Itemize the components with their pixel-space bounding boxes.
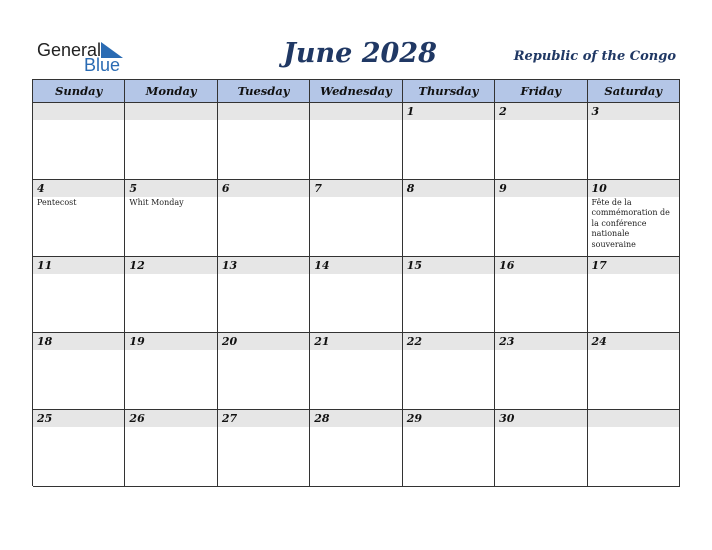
day-number: 17	[591, 258, 607, 272]
day-cell	[33, 333, 125, 410]
weekday-header: Saturday	[588, 80, 680, 103]
day-cell	[310, 103, 402, 180]
day-cell	[310, 180, 402, 257]
day-number: 13	[221, 258, 238, 272]
day-cell	[310, 333, 402, 410]
day-number-bar	[403, 103, 494, 120]
day-cell	[33, 410, 125, 487]
day-number: 12	[129, 258, 145, 272]
day-number: 11	[37, 258, 53, 272]
day-number: 27	[221, 412, 238, 426]
day-cell	[495, 333, 587, 410]
day-cell	[403, 333, 495, 410]
day-cell	[218, 410, 310, 487]
day-number-bar	[310, 103, 401, 120]
day-cell	[403, 180, 495, 257]
day-number: 25	[37, 412, 53, 426]
day-number: 15	[406, 258, 422, 272]
day-number: 10	[591, 181, 607, 195]
day-cell	[403, 103, 495, 180]
day-number-bar	[33, 103, 124, 120]
day-cell	[125, 410, 217, 487]
generalblue-logo	[37, 40, 127, 74]
logo-general-text: General	[37, 40, 102, 60]
day-number: 14	[314, 258, 330, 272]
logo-blue-text: Blue	[84, 55, 121, 75]
day-cell	[403, 257, 495, 334]
holiday-label: Fête de la commémoration de la conférence nationale souveraine	[591, 197, 670, 249]
day-number: 22	[406, 335, 422, 349]
day-number-bar	[218, 180, 309, 197]
day-cell	[33, 257, 125, 334]
day-cell	[125, 257, 217, 334]
calendar-title: June 2028	[283, 38, 437, 69]
day-number-bar	[310, 180, 401, 197]
week-row	[33, 257, 680, 334]
day-number: 8	[406, 181, 415, 195]
day-cell	[33, 103, 125, 180]
day-cell	[218, 180, 310, 257]
weekday-header: Wednesday	[310, 80, 402, 103]
day-number: 6	[221, 181, 230, 195]
day-cell	[125, 333, 217, 410]
day-cell	[495, 410, 587, 487]
day-cell	[125, 103, 217, 180]
day-number: 3	[591, 105, 600, 118]
day-number: 18	[37, 335, 53, 349]
day-cell	[218, 103, 310, 180]
week-row	[33, 180, 680, 257]
week-row	[33, 410, 680, 487]
holiday-label: Whit Monday	[129, 197, 184, 207]
day-number: 24	[591, 335, 607, 349]
weekday-header: Monday	[125, 80, 217, 103]
day-number: 5	[129, 181, 138, 195]
calendar-weeks	[33, 103, 680, 487]
day-number: 1	[406, 105, 415, 118]
week-row	[33, 333, 680, 410]
day-number: 7	[314, 181, 322, 195]
day-cell	[588, 180, 680, 257]
day-cell	[33, 180, 125, 257]
day-number-bar	[588, 103, 679, 120]
day-cell	[495, 103, 587, 180]
day-cell	[218, 257, 310, 334]
week-row	[33, 103, 680, 180]
day-number: 9	[499, 181, 507, 195]
day-cell	[588, 333, 680, 410]
day-cell	[310, 410, 402, 487]
day-number: 28	[314, 412, 330, 426]
day-number: 4	[37, 181, 45, 195]
day-cell	[403, 410, 495, 487]
day-number: 21	[314, 335, 330, 349]
holiday-label: Pentecost	[37, 197, 77, 207]
calendar-grid	[32, 79, 680, 486]
day-number: 30	[499, 412, 515, 426]
day-number-bar	[495, 103, 586, 120]
day-cell	[588, 410, 680, 487]
day-number: 29	[406, 412, 422, 426]
weekday-header: Sunday	[33, 80, 125, 103]
day-cell	[125, 180, 217, 257]
day-number-bar	[495, 180, 586, 197]
day-number: 23	[499, 335, 515, 349]
day-cell	[310, 257, 402, 334]
day-cell	[218, 333, 310, 410]
day-cell	[495, 180, 587, 257]
day-cell	[588, 257, 680, 334]
day-number-bar	[125, 180, 216, 197]
day-number-bar	[588, 410, 679, 427]
country-name: Republic of the Congo	[513, 49, 676, 64]
day-number: 16	[499, 258, 515, 272]
day-cell	[495, 257, 587, 334]
day-number-bar	[403, 180, 494, 197]
day-number-bar	[33, 180, 124, 197]
day-number: 26	[129, 412, 145, 426]
weekday-header-row	[33, 80, 680, 103]
weekday-header: Tuesday	[218, 80, 310, 103]
day-number: 19	[129, 335, 145, 349]
day-number: 2	[499, 105, 507, 118]
weekday-header: Thursday	[403, 80, 495, 103]
weekday-header: Friday	[495, 80, 587, 103]
day-number-bar	[125, 103, 216, 120]
day-cell	[588, 103, 680, 180]
day-number-bar	[218, 103, 309, 120]
day-number: 20	[221, 335, 238, 349]
